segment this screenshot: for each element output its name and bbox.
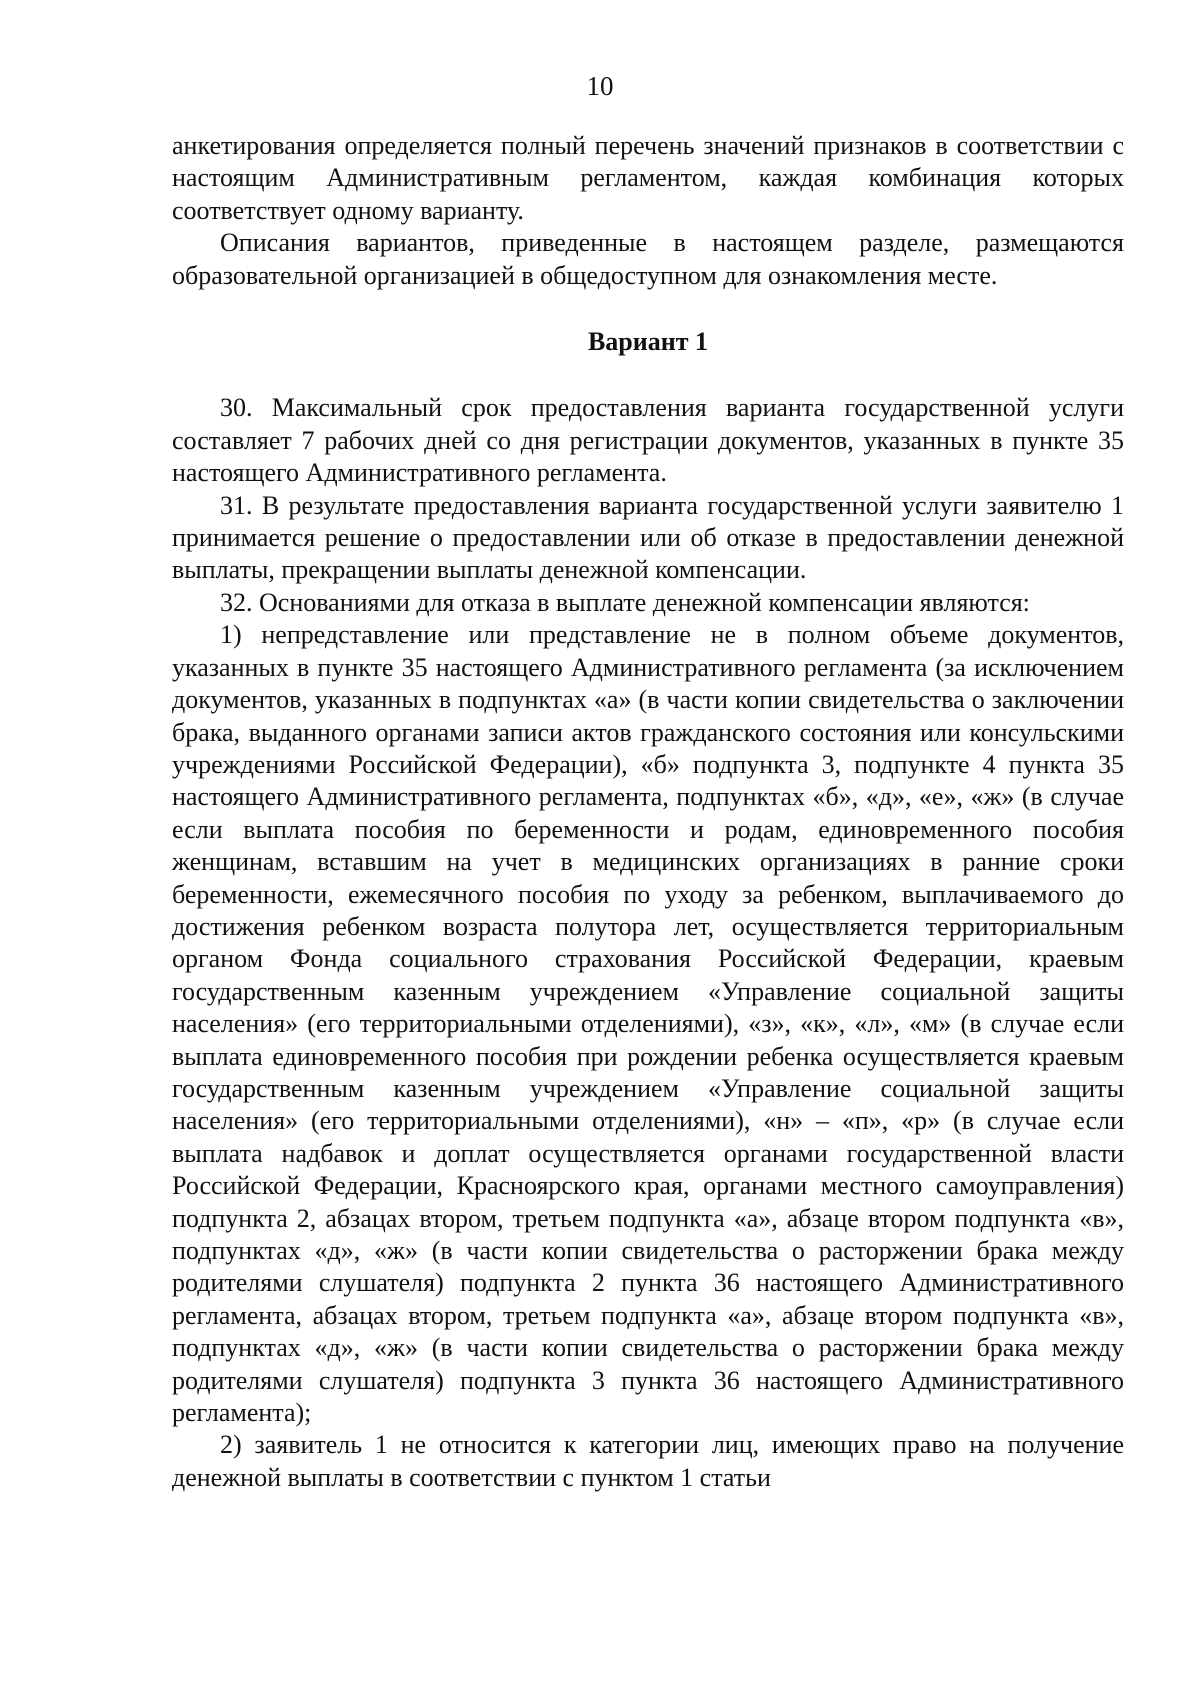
paragraph-continuation: анкетирования определяется полный перечень значений признаков в соответствии с настоящим Административным регламентом, каждая комбинация которых соответствует одному варианту. xyxy=(172,131,1124,225)
list-item-1: 1) непредставление или представление не в полном объеме документов, указанных в пункте 35 настоящего Административного регламента (за исключением документов, указанных в подпунктах «а» (в части копии свидетельства о заключении брака, выданного органами записи актов гражданского состояния или консульскими учреждениями Российской Федерации), «б» подпункта 3, подпункте 4 пункта 35 настоящего Административного регламента, подпунктах «б», «д», «е», «ж» (в случае если выплата пособия по беременности и родам, единовременного пособия женщинам, вставшим на учет в медицинских организациях в ранние сроки беременности, ежемесячного пособия по уходу за ребенком, выплачиваемого до достижения ребенком возраста полутора лет, осуществляется территориальным органом Фонда социального страхования Российской Федерации, краевым государственным казенным учреждением «Управление социальной защиты населения» (его территориальными отделениями), «з», «к», «л», «м» (в случае если выплата единовременного пособия при рождении ребенка осуществляется краевым государственным казенным учреждением «Управление социальной защиты населения» (его территориальными отделениями), «н» – «п», «р» (в случае если выплата надбавок и доплат осуществляется органами государственной власти Российской Федерации, Красноярского края, органами местного самоуправления) подпункта 2, абзацах втором, третьем подпункта «а», абзаце втором подпункта «в», подпунктах «д», «ж» (в части копии свидетельства о расторжении брака между родителями слушателя) подпункта 2 пункта 36 настоящего Административного регламента, абзацах втором, третьем подпункта «а», абзаце втором подпункта «в», подпунктах «д», «ж» (в части копии свидетельства о расторжении брака между родителями слушателя) подпункта 3 пункта 36 настоящего Административного регламента); xyxy=(172,620,1124,1428)
paragraph-variants-description: Описания вариантов, приведенные в настоящем разделе, размещаются образовательной организацией в общедоступном для ознакомления месте. xyxy=(172,228,1124,290)
paragraph-32: 32. Основаниями для отказа в выплате денежной компенсации являются: xyxy=(220,587,1030,617)
page-number: 10 xyxy=(586,71,614,101)
paragraph-31: 31. В результате предоставления варианта государственной услуги заявителю 1 принимается решение о предоставлении или об отказе в предоставлении денежной выплаты, прекращении выплаты денежной компенсации. xyxy=(172,490,1124,585)
paragraph-30: 30. Максимальный срок предоставления варианта государственной услуги составляет 7 рабочих дней со дня регистрации документов, указанных в пункте 35 настоящего Административного регламента. xyxy=(172,393,1124,488)
list-item-2: 2) заявитель 1 не относится к категории лиц, имеющих право на получение денежной выплаты в соответствии с пунктом 1 статьи xyxy=(172,1430,1124,1492)
section-heading: Вариант 1 xyxy=(587,327,709,357)
document-body xyxy=(172,130,1124,1494)
